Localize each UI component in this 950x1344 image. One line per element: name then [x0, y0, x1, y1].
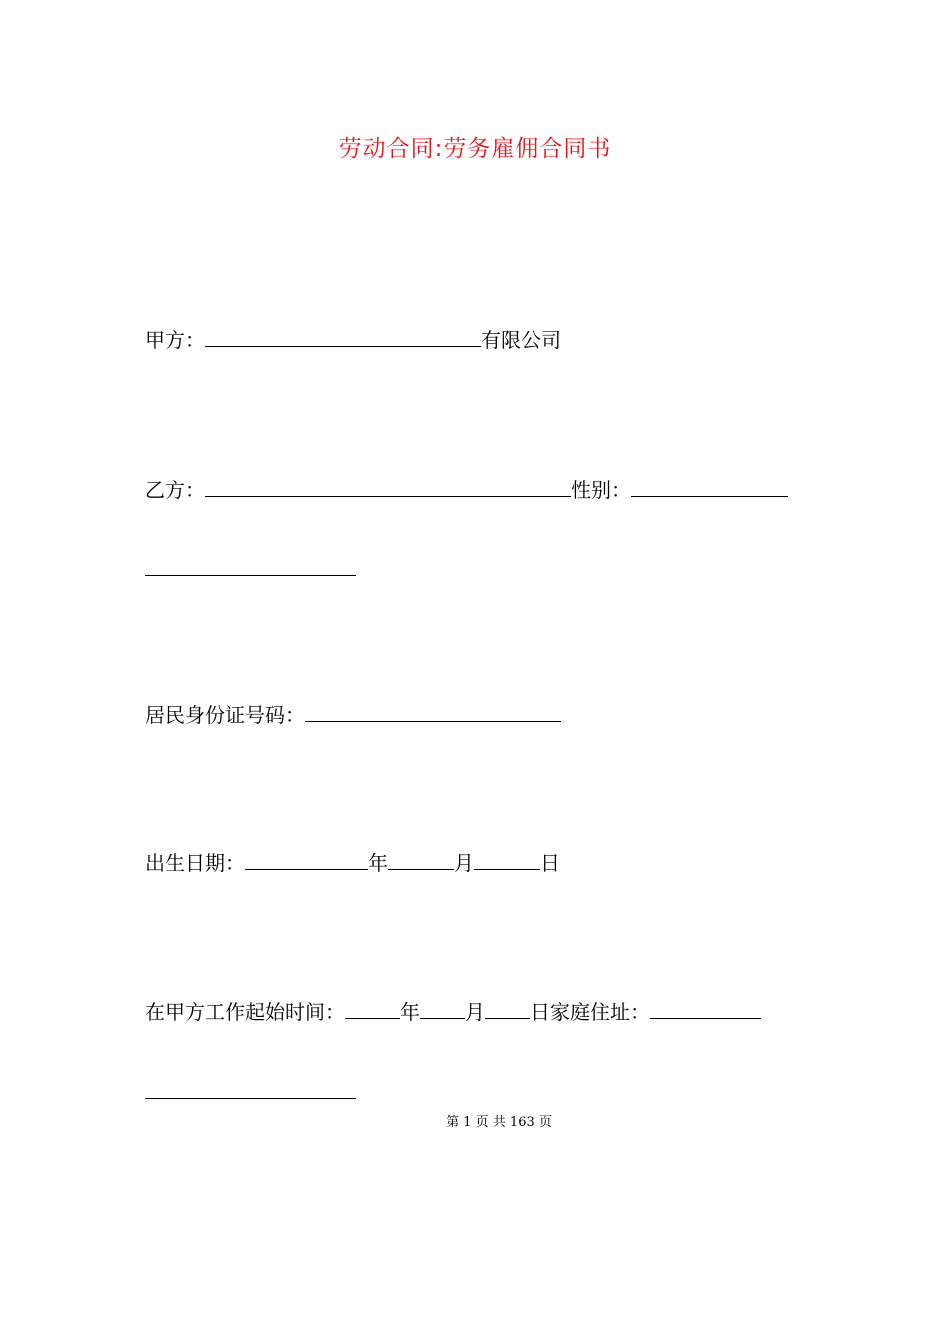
party-b-continuation-blank: [145, 574, 356, 576]
id-number-label: 居民身份证号码：: [145, 703, 305, 727]
id-number-blank: [305, 701, 561, 722]
party-a-suffix: 有限公司: [481, 328, 561, 352]
party-b-label: 乙方：: [145, 478, 205, 502]
party-b-line: [145, 475, 788, 505]
start-month-label: 月: [465, 1000, 485, 1024]
birth-date-label: 出生日期：: [145, 851, 245, 875]
birth-day-blank: [474, 849, 540, 870]
start-year-label: 年: [400, 1000, 420, 1024]
gender-blank: [631, 476, 788, 497]
address-blank: [650, 998, 761, 1019]
gender-label: 性别：: [571, 478, 631, 502]
start-work-line: [145, 997, 761, 1027]
birth-year-label: 年: [368, 851, 388, 875]
start-day-blank: [485, 998, 530, 1019]
id-number-line: [145, 700, 561, 730]
document-title: 劳动合同:劳务雇佣合同书: [338, 136, 612, 162]
birth-date-line: [145, 848, 560, 878]
birth-month-label: 月: [454, 851, 474, 875]
start-month-blank: [420, 998, 465, 1019]
party-a-line: [145, 325, 561, 355]
party-a-label: 甲方：: [145, 328, 205, 352]
page-footer: 第 1 页 共 163 页: [446, 1115, 552, 1130]
start-year-blank: [345, 998, 400, 1019]
birth-year-blank: [245, 849, 368, 870]
birth-day-label: 日: [540, 851, 560, 875]
address-continuation-blank: [145, 1097, 356, 1099]
party-a-name-blank: [205, 326, 481, 347]
party-b-name-blank: [205, 476, 571, 497]
birth-month-blank: [388, 849, 454, 870]
start-work-label: 在甲方工作起始时间：: [145, 1000, 345, 1024]
start-day-address-label: 日家庭住址：: [530, 1000, 650, 1024]
